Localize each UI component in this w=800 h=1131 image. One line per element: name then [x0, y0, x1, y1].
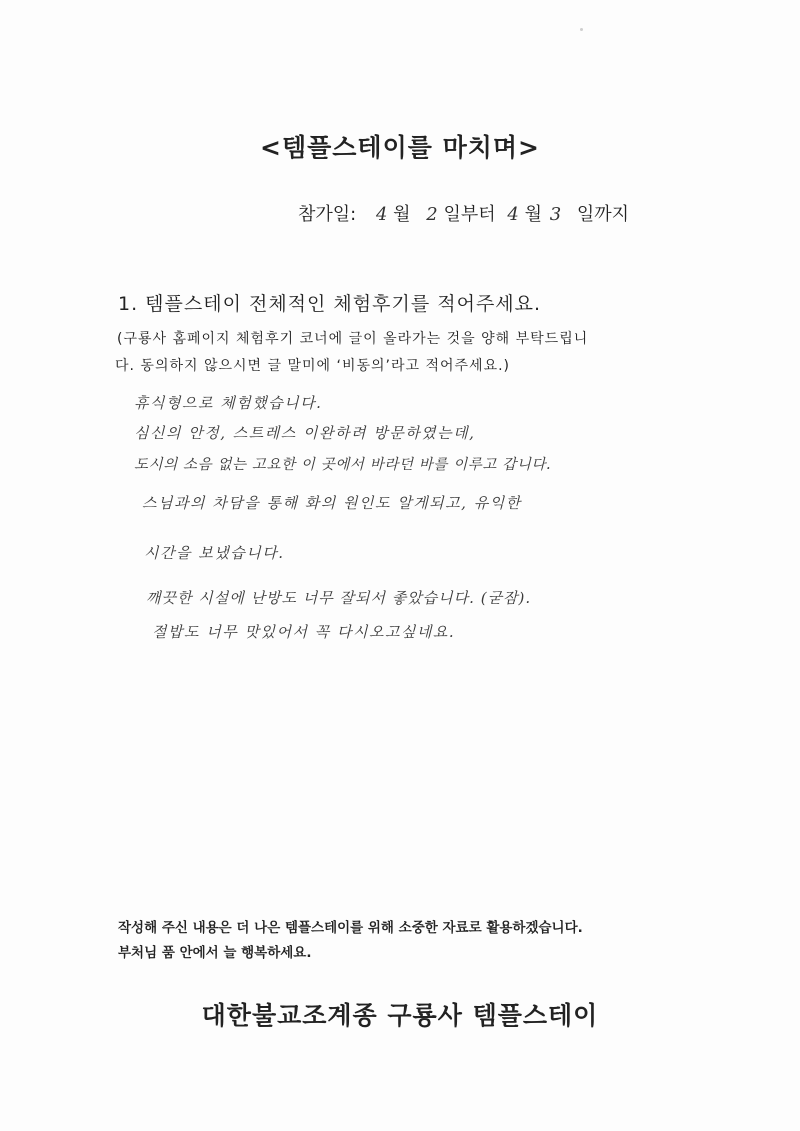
- from-text: 일부터: [443, 204, 496, 225]
- closing-note: [118, 916, 583, 966]
- end-day: 3: [549, 204, 562, 225]
- participation-period: [298, 200, 629, 226]
- month-unit-end: 월: [524, 204, 542, 225]
- handwritten-line: 깨끗한 시설에 난방도 너무 잘되서 좋았습니다. (굳잠).: [146, 589, 532, 607]
- page-title: <템플스테이를 마치며>: [260, 133, 540, 162]
- closing-note-line: 작성해 주신 내용은 더 나은 템플스테이를 위해 소중한 자료로 활용하겠습니다.: [118, 920, 583, 936]
- consent-note: [117, 326, 717, 380]
- handwritten-line: 휴식형으로 체험했습니다.: [134, 394, 323, 412]
- end-month: 4: [507, 204, 519, 225]
- start-day: 2: [426, 204, 438, 225]
- handwritten-line: 심신의 안정, 스트레스 이완하려 방문하였는데,: [134, 424, 476, 442]
- start-month: 4: [375, 204, 388, 225]
- period-label: 참가일:: [298, 204, 357, 225]
- question-heading: 1. 템플스테이 전체적인 체험후기를 적어주세요.: [118, 293, 542, 315]
- closing-note-line: 부처님 품 안에서 늘 행복하세요.: [118, 945, 312, 961]
- handwritten-line: 절밥도 너무 맛있어서 꼭 다시오고싶네요.: [152, 623, 456, 641]
- consent-note-line: (구룡사 홈페이지 체험후기 코너에 글이 올라가는 것을 양해 부탁드립니: [117, 331, 589, 347]
- handwritten-line: 스님과의 차담을 통해 화의 원인도 알게되고, 유익한: [142, 494, 522, 512]
- handwritten-line: 도시의 소음 없는 고요한 이 곳에서 바라던 바를 이루고 갑니다.: [134, 457, 552, 473]
- handwritten-line: 시간을 보냈습니다.: [144, 544, 285, 562]
- month-unit-start: 월: [393, 204, 411, 225]
- temple-name: 대한불교조계종 구룡사 템플스테이: [201, 1001, 599, 1030]
- to-text: 일까지: [576, 204, 630, 225]
- scan-speck: [580, 28, 583, 31]
- consent-note-line: 다. 동의하지 않으시면 글 말미에 ‘비동의’라고 적어주세요.): [115, 358, 511, 374]
